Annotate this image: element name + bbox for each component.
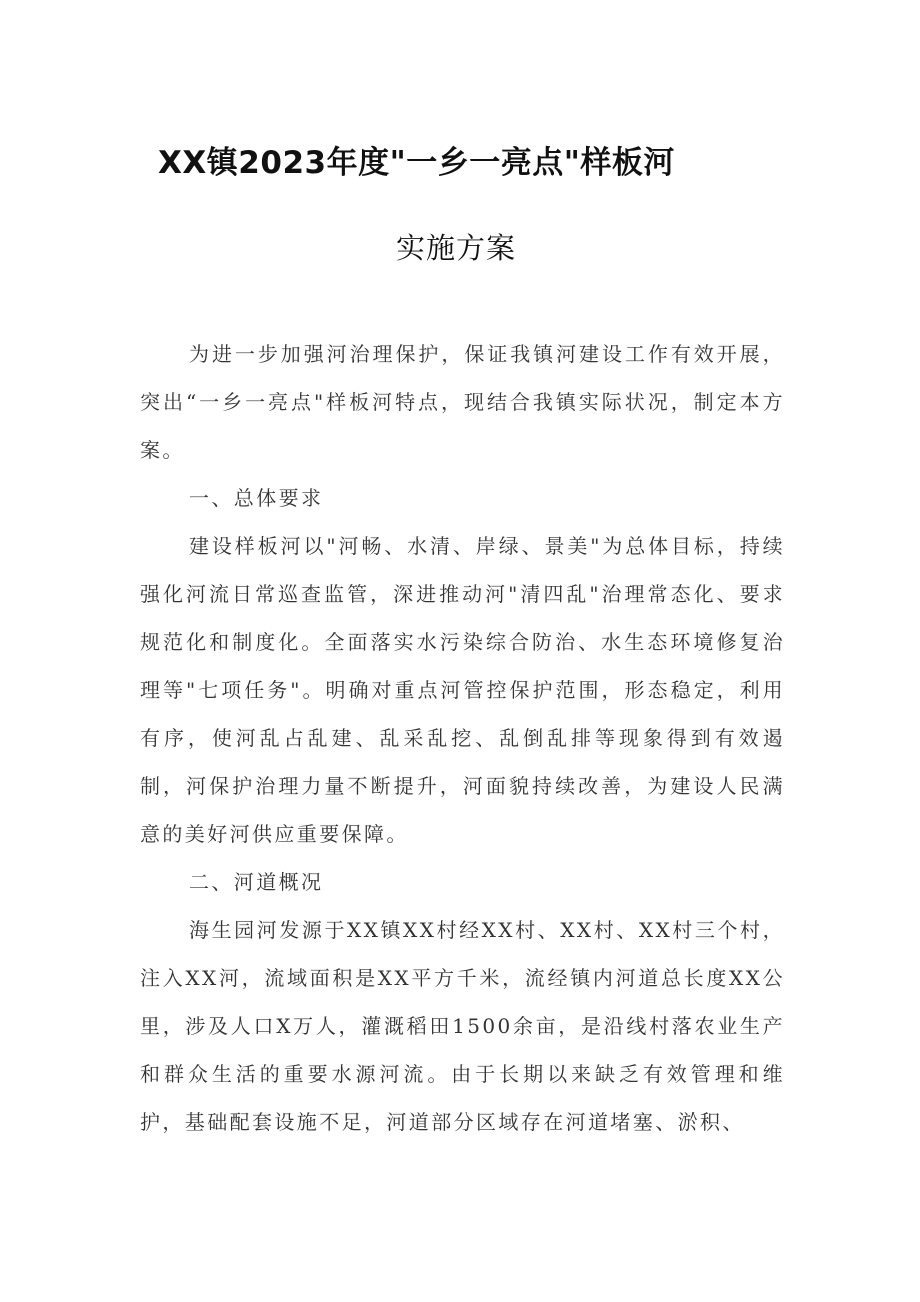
document-title-line-2: 实施方案 [396,231,517,265]
river-overview-paragraph: 海生园河发源于XX镇XX村经XX村、XX村、XX村三个村，注入XX河，流域面积是XX平方千米，流经镇内河道总长度XX公里，涉及人口X万人，灌溉稻田1500余亩，是沿线村落农业生产和群众生活的重要水源河流。由于长期以来缺乏有效管理和维护，基础配套设施不足，河道部分区域存在河道堵塞、淤积、 [140,918,785,1134]
section-heading-river-overview: 二、河道概况 [189,870,324,894]
document-body [140,330,785,1146]
document-title-line-1: XX镇2023年度"一乡一亮点"样板河 [158,145,675,181]
section-heading-general-requirements: 一、总体要求 [189,486,324,510]
general-requirements-paragraph: 建设样板河以"河畅、水清、岸绿、景美"为总体目标，持续强化河流日常巡查监管，深进推动河"清四乱"治理常态化、要求规范化和制度化。全面落实水污染综合防治、水生态环境修复治理等"七项任务"。明确对重点河管控保护范围，形态稳定，利用有序，使河乱占乱建、乱采乱挖、乱倒乱排等现象得到有效遏制，河保护治理力量不断提升，河面貌持续改善，为建设人民满意的美好河供应重要保障。 [140,534,785,846]
intro-paragraph: 为进一步加强河治理保护，保证我镇河建设工作有效开展，突出“一乡一亮点"样板河特点，现结合我镇实际状况，制定本方案。 [140,342,785,462]
